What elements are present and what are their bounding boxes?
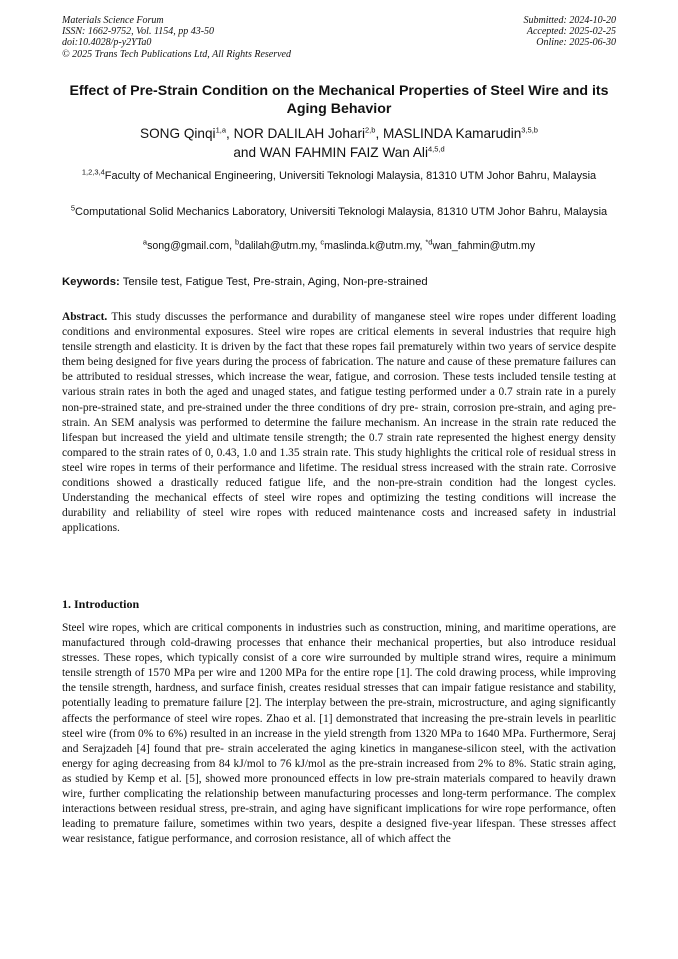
author-sup: 4,5,d: [427, 144, 445, 154]
affiliation-text: Faculty of Mechanical Engineering, Universiti Teknologi Malaysia, 81310 UTM Johor Bahru, Malaysia: [104, 170, 597, 182]
paper-title: Effect of Pre-Strain Condition on the Mechanical Properties of Steel Wire and its Aging Behavior: [69, 83, 609, 117]
author-name: WAN FAHMIN FAIZ Wan Ali: [259, 145, 428, 160]
keywords-text: Tensile test, Fatigue Test, Pre-strain, Aging, Non-pre-strained: [122, 276, 428, 288]
author-name: NOR DALILAH Johari: [233, 126, 366, 141]
author-list: SONG Qinqi$^{1,a}$, NOR DALILAH Johari$^{2,b}$, MASLINDA Kamarudin$^{3,5,b}$ and WAN FAHMIN FAIZ Wan Ali$^{4,5,d}$: [140, 125, 538, 160]
accepted-date: Accepted: 2025-02-25: [526, 26, 616, 38]
affiliation-text: Computational Solid Mechanics Laboratory, Universiti Teknologi Malaysia, 81310 UTM Johor Bahru, Malaysia: [75, 206, 608, 218]
journal-info: [62, 15, 291, 60]
copyright: © 2025 Trans Tech Publications Ltd, All Rights Reserved: [62, 48, 291, 60]
affiliation-sup: 1,2,3,4: [81, 167, 105, 177]
keywords: [62, 275, 616, 289]
submitted-date: Submitted: 2024-10-20: [523, 15, 616, 26]
email-sup: c: [320, 237, 325, 247]
email-link[interactable]: wan_fahmin@utm.my: [432, 240, 536, 252]
abstract-text: This study discusses the performance and durability of manganese steel wire ropes under different loading conditions and environmental exposures. Steel wire ropes are critical elements in several industries that require high tensile strength and elasticity. It is driven by the fact that these ropes fail prematurely within two years of service despite them being designed for five years during the process of fabrication. The nature and cause of these premature failures can be attributed to residual stresses, which increase the wear, fatigue, and corrosion. These tests included tensile testing at various strain rates in both the aged and unaged states, and fatigue testing performed under a 0.7 strain rate in a purely non-pre-strained state, and pre-strained under the three conditions of dry pre- strain, corrosion pre-strain, and aging pre-strain. An SEM analysis was performed to determine the failure mechanism. An increase in the strain rate reduced the lifespan but increased the yield and ultimate tensile strength; the 0.7 strain rate represented the highest energy density compared to the strain rates of 0, 0.43, 1.0 and 1.35 strain rate. This study highlights the critical role of residual stress in steel wire ropes in terms of their performance and lifetime. The residual stress increased with the strain rate. Corrosive conditions showed a drastically reduced fatigue life, and the non-pre-strain condition had the longest cycles. Understanding the mechanical effects of steel wire ropes and optimizing the testing conditions will increase the durability and reliability of steel wire ropes with reduced maintenance costs and increased safety in industrial applications.: [62, 311, 616, 535]
affiliation-2: [62, 204, 616, 220]
email-list: [62, 239, 616, 253]
author-sup: 3,5,b: [521, 125, 538, 135]
abstract: [62, 310, 616, 536]
author-sup: 1,a: [215, 125, 226, 135]
issn-volume: ISSN: 1662-9752, Vol. 1154, pp 43-50: [62, 26, 215, 38]
affiliation-1: [62, 168, 616, 184]
introduction-text: Steel wire ropes, which are critical components in industries such as construction, mining, and maritime operations, are manufactured through cold-drawing processes that enhance their mechanical properties, but also introduce residual stresses. These ropes, which typically consist of a core wire surrounded by multiple strand wires, require a minimum tensile strength of 1570 MPa per wire and 1200 MPa for the entire rope [1]. The cold drawing process, while improving the tensile strength, hardness, and surface finish, creates residual stresses that can impair fatigue resistance and stability, potentially leading to premature failure [2]. The interplay between the pre-strain, microstructure, and aging significantly affects the performance of steel wire ropes. Zhao et al. [1] demonstrated that increasing the pre-strain levels in pearlitic steel wire (from 0% to 6%) resulted in an increase in the yield strength from 1320 MPa to 1640 MPa. Furthermore, Seraj and Serajzadeh [4] found that pre- strain accelerated the aging kinetics in manganese-silicon steel, with the activation energy for aging decreasing from 84 kJ/mol to 76 kJ/mol as the pre-strain increased from 2% to 8%. Static strain aging, as studied by Kemp et al. [5], showed more pronounced effects in low pre-strain materials compared to heavily drawn wire, further complicating the relationship between manufacturing processes and long-term performance. The complex interactions between residual stress, pre-strain, and aging have significant implications for wire rope performance, often leading to premature failure, sometimes within two years, despite a designed five-year lifespan. These stresses affect wear resistance, fatigue performance, and corrosion resistance, all of which affect the: [62, 622, 616, 846]
journal-name: Materials Science Forum: [62, 15, 164, 26]
author-name: MASLINDA Kamarudin: [383, 126, 522, 141]
online-date: Online: 2025-06-30: [536, 37, 616, 49]
author-name: SONG Qinqi: [140, 126, 216, 141]
keywords-label: Keywords:: [62, 276, 120, 288]
email-sup: *d: [425, 237, 433, 247]
email-link[interactable]: song@gmail.com,: [147, 240, 233, 252]
email-sup: a: [142, 237, 148, 247]
author-sup: 2,b: [365, 125, 376, 135]
author-and: and: [233, 145, 257, 160]
publication-dates: [524, 15, 617, 49]
email-sup: b: [235, 237, 240, 247]
email-link[interactable]: dalilah@utm.my,: [239, 240, 318, 252]
section-heading-introduction: 1. Introduction: [62, 597, 140, 611]
abstract-label: Abstract.: [62, 311, 108, 323]
doi-link[interactable]: doi:10.4028/p-y2YTa0: [62, 37, 152, 49]
email-link[interactable]: maslinda.k@utm.my,: [324, 240, 423, 252]
affiliation-sup: 5: [70, 203, 76, 213]
